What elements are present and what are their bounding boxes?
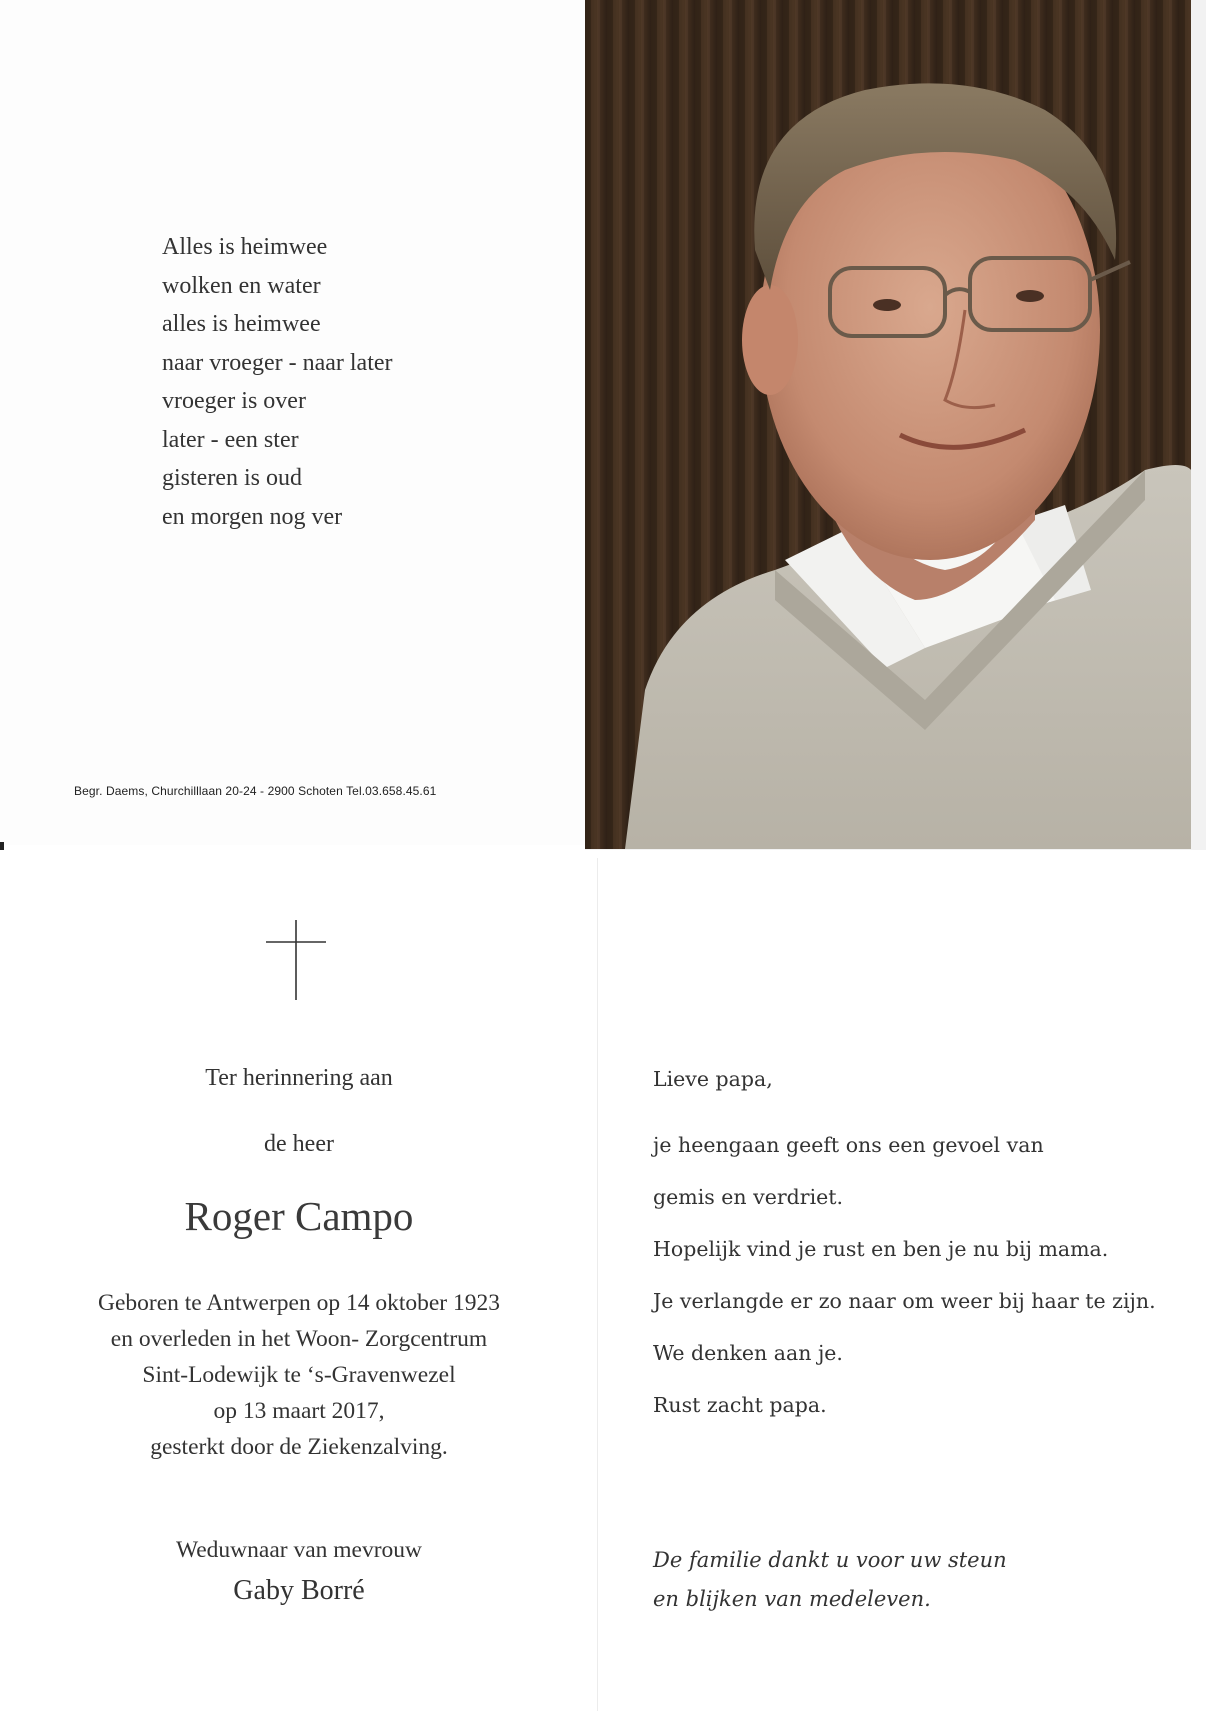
in-memory-heading: Ter herinnering aan — [205, 1065, 393, 1091]
poem-line: later - een ster — [162, 426, 299, 453]
portrait-photo — [585, 0, 1191, 849]
message-line: je heengaan geeft ons een gevoel van — [653, 1133, 1044, 1157]
cross-icon — [266, 920, 326, 1000]
spouse-name: Gaby Borré — [233, 1575, 365, 1606]
poem-line: wolken en water — [162, 272, 321, 299]
biography — [0, 1285, 598, 1465]
widower-label: Weduwnaar van mevrouw — [175, 1537, 423, 1563]
poem-line: Alles is heimwee — [162, 234, 328, 260]
poem-line: vroeger is over — [162, 388, 306, 414]
card-front-poem-panel — [0, 0, 585, 845]
deceased-name: Roger Campo — [184, 1193, 414, 1239]
message-line: Hopelijk vind je rust en ben je nu bij mama. — [653, 1237, 1109, 1261]
bio-line: gesterkt door de Ziekenzalving. — [150, 1434, 448, 1460]
thanks-line: De familie dankt u voor uw steun — [653, 1548, 1007, 1572]
poem-line: naar vroeger - naar later — [162, 349, 393, 376]
bio-line: en overleden in het Woon- Zorgcentrum — [110, 1326, 488, 1352]
poem — [162, 228, 393, 536]
thanks-note — [653, 1541, 1007, 1619]
poem-line: alles is heimwee — [162, 311, 321, 337]
message-line: Rust zacht papa. — [653, 1393, 827, 1417]
message-line: We denken aan je. — [653, 1341, 843, 1365]
message-line: Je verlangde er zo naar om weer bij haar te zijn. — [653, 1289, 1156, 1313]
message-line: gemis en verdriet. — [653, 1185, 844, 1209]
poem-line: gisteren is oud — [162, 465, 302, 491]
undertaker-address: Begr. Daems, Churchilllaan 20-24 - 2900 Schoten Tel.03.658.45.61 — [74, 784, 437, 798]
bio-line: Sint-Lodewijk te ‘s-Gravenwezel — [142, 1362, 456, 1388]
thanks-line: en blijken van medeleven. — [653, 1587, 931, 1611]
poem-line: en morgen nog ver — [162, 503, 343, 530]
bio-line: op 13 maart 2017, — [213, 1398, 385, 1424]
honorific: de heer — [264, 1131, 334, 1157]
greeting: Lieve papa, — [653, 1067, 773, 1091]
bio-line: Geboren te Antwerpen op 14 oktober 1923 — [97, 1290, 500, 1316]
